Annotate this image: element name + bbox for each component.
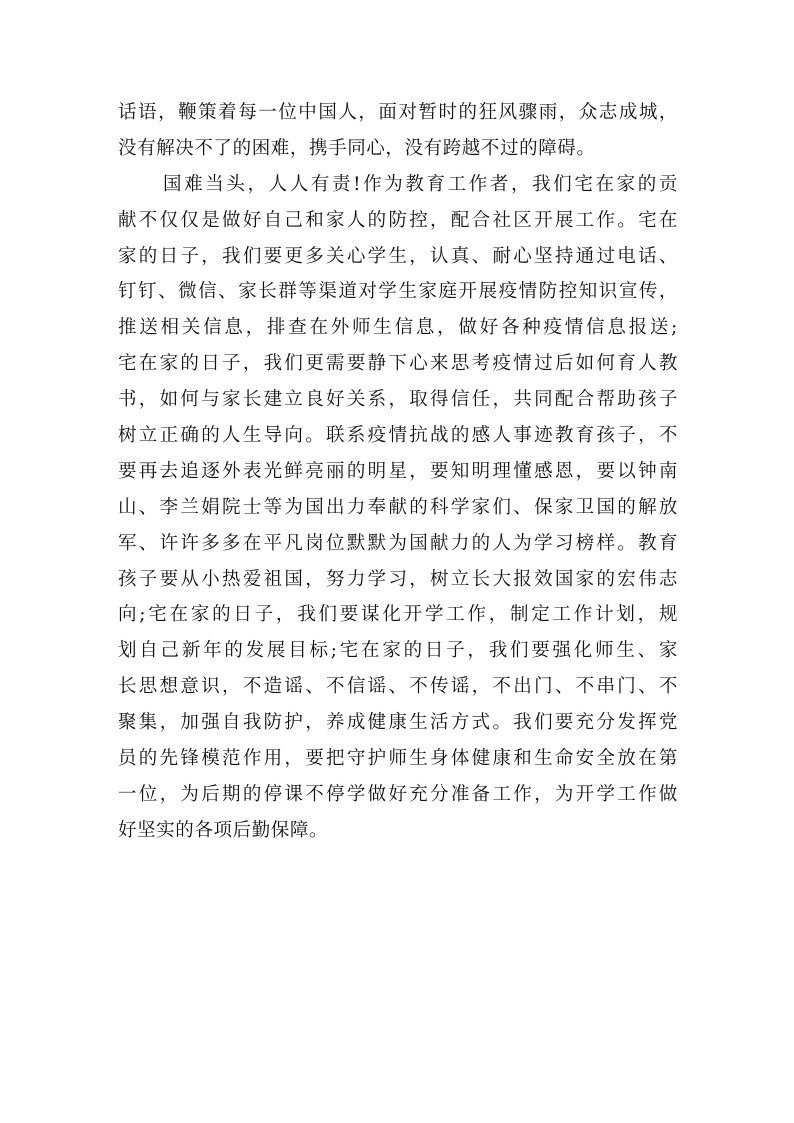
text-line: 要再去追逐外表光鲜亮丽的明星，要知明理懂感恩，要以钟南 <box>118 460 678 482</box>
text-line: 没有解决不了的困难，携手同心，没有跨越不过的障碍。 <box>118 137 596 159</box>
text-line: 一位，为后期的停课不停学做好充分准备工作，为开学工作做 <box>118 783 678 805</box>
text-line: 宅在家的日子，我们更需要静下心来思考疫情过后如何育人教 <box>118 353 678 375</box>
paragraph-2 <box>118 167 678 849</box>
text-line: 献不仅仅是做好自己和家人的防控，配合社区开展工作。宅在 <box>118 209 678 231</box>
text-line: 向;宅在家的日子，我们要谋化开学工作，制定工作计划，规 <box>118 604 678 626</box>
text-line: 聚集，加强自我防护，养成健康生活方式。我们要充分发挥党 <box>118 712 678 734</box>
text-line: 长思想意识，不造谣、不信谣、不传谣，不出门、不串门、不 <box>118 676 678 698</box>
text-line: 员的先锋模范作用，要把守护师生身体健康和生命安全放在第 <box>118 748 678 770</box>
text-line: 家的日子，我们要更多关心学生，认真、耐心坚持通过电话、 <box>118 245 678 267</box>
paragraph-1 <box>118 95 678 167</box>
text-line: 划自己新年的发展目标;宅在家的日子，我们要强化师生、家 <box>118 640 678 662</box>
text-line: 好坚实的各项后勤保障。 <box>118 819 329 841</box>
text-line: 推送相关信息，排查在外师生信息，做好各种疫情信息报送; <box>118 317 678 339</box>
text-line: 孩子要从小热爱祖国，努力学习，树立长大报效国家的宏伟志 <box>118 568 678 590</box>
text-line: 话语，鞭策着每一位中国人，面对暂时的狂风骤雨，众志成城， <box>118 102 678 123</box>
text-line: 国难当头，人人有责!作为教育工作者，我们宅在家的贡 <box>163 173 678 195</box>
text-line: 军、许许多多在平凡岗位默默为国献力的人为学习榜样。教育 <box>118 532 678 554</box>
text-line: 钉钉、微信、家长群等渠道对学生家庭开展疫情防控知识宣传， <box>118 281 678 303</box>
text-line: 书，如何与家长建立良好关系，取得信任，共同配合帮助孩子 <box>118 389 678 411</box>
body-text <box>118 95 678 849</box>
text-line: 山、李兰娟院士等为国出力奉献的科学家们、保家卫国的解放 <box>118 496 678 518</box>
text-line: 树立正确的人生导向。联系疫情抗战的感人事迹教育孩子，不 <box>118 425 678 447</box>
